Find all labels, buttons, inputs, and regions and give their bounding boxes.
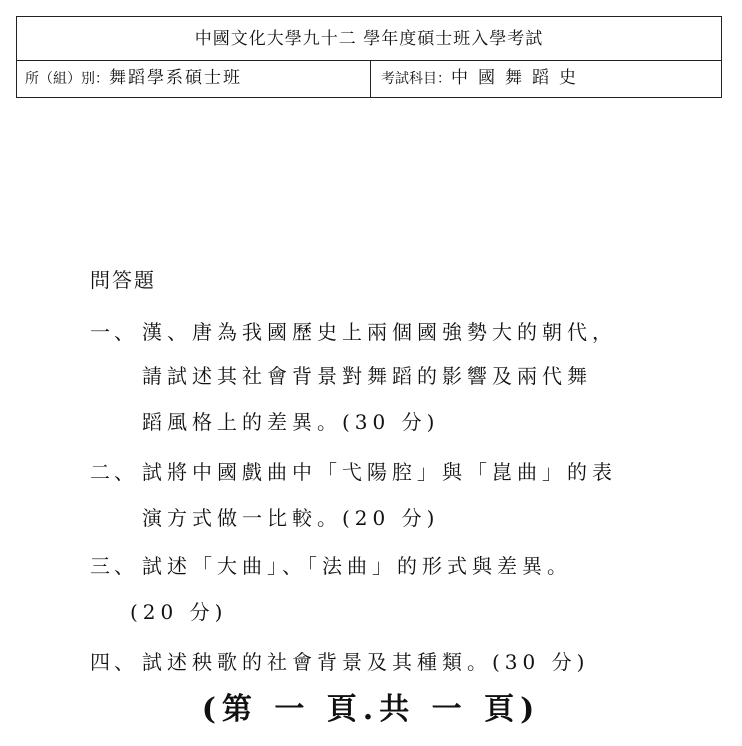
question-4-line-1: 試述秧歌的社會背景及其種類。(30 分) bbox=[142, 650, 590, 674]
question-2-line-2: 演方式做一比較。(20 分) bbox=[142, 506, 440, 530]
section-heading: 問答題 bbox=[90, 268, 156, 292]
page-indicator: (第 一 頁.共 一 頁) bbox=[201, 692, 541, 727]
subject-cell bbox=[371, 61, 721, 97]
question-1-line-3: 蹈風格上的差異。(30 分) bbox=[142, 410, 440, 434]
question-3-line-2: (20 分) bbox=[130, 600, 228, 624]
subject-value: 中國舞蹈史 bbox=[451, 68, 586, 88]
question-1-line-2: 請試述其社會背景對舞蹈的影響及兩代舞 bbox=[142, 364, 592, 388]
subject-label: 考試科目： bbox=[381, 71, 451, 87]
question-2-line-1: 試將中國戲曲中「弋陽腔」與「崑曲」的表 bbox=[142, 460, 617, 484]
exam-title: 中國文化大學九十二 學年度碩士班入學考試 bbox=[17, 17, 721, 61]
question-1-line-1: 漢、唐為我國歷史上兩個國強勢大的朝代， bbox=[142, 320, 617, 344]
question-3-number: 三、 bbox=[90, 554, 138, 578]
department-cell bbox=[17, 61, 371, 97]
department-value: 舞蹈學系碩士班 bbox=[109, 68, 242, 88]
question-1-number: 一、 bbox=[90, 320, 138, 344]
exam-info-row bbox=[17, 61, 721, 97]
department-label: 所（組）別： bbox=[25, 71, 109, 87]
exam-header-table bbox=[16, 16, 722, 98]
question-3-line-1: 試述「大曲」、「法曲」的形式與差異。 bbox=[142, 554, 572, 578]
question-2-number: 二、 bbox=[90, 460, 138, 484]
question-4-number: 四、 bbox=[90, 650, 138, 674]
